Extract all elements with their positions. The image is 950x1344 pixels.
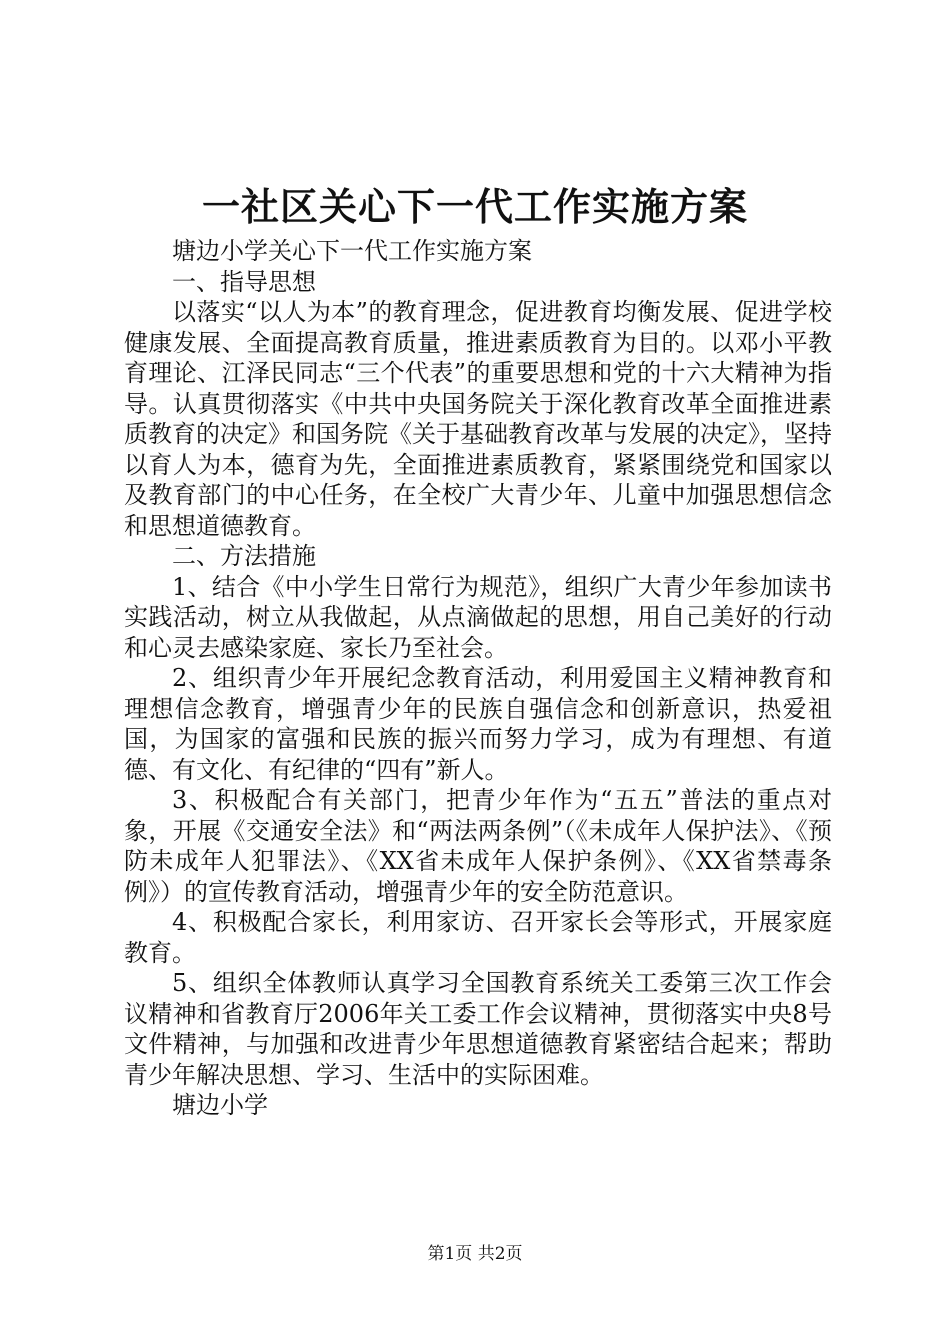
measure-item-2: 2、组织青少年开展纪念教育活动，利用爱国主义精神教育和理想信念教育，增强青少年的民族自强信念和创新意识，热爱祖国，为国家的富强和民族的振兴而努力学习，成为有理想、有道德、有文化、有纪律的“四有”新人。 (124, 664, 832, 784)
measure-item-1: 1、结合《中小学生日常行为规范》，组织广大青少年参加读书实践活动，树立从我做起，从点滴做起的思想，用自己美好的行动和心灵去感染家庭、家长乃至社会。 (124, 572, 832, 662)
section-heading-methods: 二、方法措施 (172, 542, 316, 570)
document-body (124, 236, 832, 1121)
document-title: 一社区关心下一代工作实施方案 (201, 184, 748, 229)
document-subtitle: 塘边小学关心下一代工作实施方案 (172, 237, 532, 265)
measure-item-4: 4、积极配合家长，利用家访、召开家长会等形式，开展家庭教育。 (124, 908, 832, 967)
measure-item-5: 5、组织全体教师认真学习全国教育系统关工委第三次工作会议精神和省教育厅2006年关工委工作会议精神，贯彻落实中央8号文件精神，与加强和改进青少年思想道德教育紧密结合起来；帮助青少年解决思想、学习、生活中的实际困难。 (124, 969, 832, 1089)
signature: 塘边小学 (172, 1091, 268, 1119)
page-indicator: 第1页 共2页 (427, 1244, 523, 1264)
measure-item-3: 3、积极配合有关部门，把青少年作为“五五”普法的重点对象，开展《交通安全法》和“两法两条例”（《未成年人保护法》、《预防未成年人犯罪法》、《XX省未成年人保护条例》、《XX省禁毒条例》）的宣传教育活动，增强青少年的安全防范意识。 (124, 786, 832, 906)
guiding-ideology-paragraph: 以落实“以人为本”的教育理念，促进教育均衡发展、促进学校健康发展、全面提高教育质量，推进素质教育为目的。以邓小平教育理论、江泽民同志“三个代表”的重要思想和党的十六大精神为指导。认真贯彻落实《中共中央国务院关于深化教育改革全面推进素质教育的决定》和国务院《关于基础教育改革与发展的决定》，坚持以育人为本，德育为先，全面推进素质教育，紧紧围绕党和国家以及教育部门的中心任务，在全校广大青少年、儿童中加强思想信念和思想道德教育。 (124, 298, 832, 540)
section-heading-guiding-ideology: 一、指导思想 (172, 267, 316, 296)
